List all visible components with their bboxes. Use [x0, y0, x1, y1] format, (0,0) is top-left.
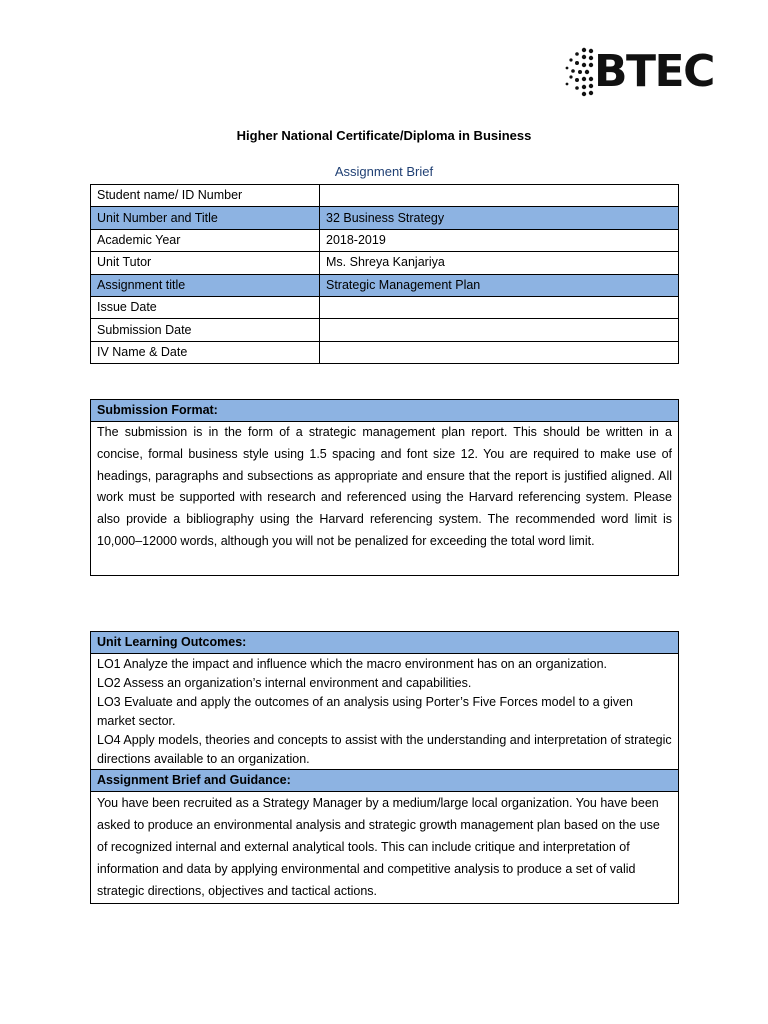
- learning-outcomes-heading: Unit Learning Outcomes:: [91, 632, 679, 654]
- row-value: [320, 296, 679, 318]
- btec-logo: [562, 44, 714, 100]
- learning-outcomes-table: [90, 631, 679, 904]
- submission-format-text: The submission is in the form of a strategic management plan report. This should be written in a concise, formal business style using 1.5 spacing and font size 12. You are required to make use of headings, paragraphs and subsections as appropriate and ensure that the report is justified aligned. All work must be supported with research and referenced using the Harvard referencing system. Please also provide a bibliography using the Harvard referencing system. The recommended word limit is 10,000–12000 words, although you will not be penalized for exceeding the total word limit.: [91, 422, 679, 576]
- section-header-row: [91, 400, 679, 422]
- learning-outcome-lo2: LO2 Assess an organization’s internal environment and capabilities.: [97, 676, 472, 690]
- submission-format-table: [90, 399, 679, 576]
- row-label: Academic Year: [91, 229, 320, 251]
- learning-outcomes-list: [91, 654, 679, 770]
- row-value: [320, 185, 679, 207]
- row-label: Unit Tutor: [91, 252, 320, 274]
- assignment-brief-title: Assignment Brief: [334, 164, 434, 179]
- row-value: [320, 341, 679, 363]
- section-header-row: [91, 632, 679, 654]
- row-value: Ms. Shreya Kanjariya: [320, 252, 679, 274]
- table-row: [91, 319, 679, 341]
- section-body-row: [91, 654, 679, 770]
- table-row: [91, 207, 679, 229]
- table-row: [91, 341, 679, 363]
- guidance-heading: Assignment Brief and Guidance:: [91, 770, 679, 792]
- row-value: Strategic Management Plan: [320, 274, 679, 296]
- row-label: Issue Date: [91, 296, 320, 318]
- row-label: Submission Date: [91, 319, 320, 341]
- submission-format-heading: Submission Format:: [91, 400, 679, 422]
- row-value: 2018-2019: [320, 229, 679, 251]
- table-row: [91, 296, 679, 318]
- guidance-text: You have been recruited as a Strategy Manager by a medium/large local organization. You have been asked to produce an environmental analysis and strategic growth management plan based on the use of recognized internal and external analytical tools. This can include critique and interpretation of information and data by applying environmental and competitive analysis to produce a set of valid strategic directions, objectives and tactical actions.: [91, 792, 679, 904]
- table-row: [91, 185, 679, 207]
- learning-outcome-lo3: LO3 Evaluate and apply the outcomes of an analysis using Porter’s Five Forces model to a given market sector.: [97, 695, 633, 728]
- section-header-row: [91, 770, 679, 792]
- row-value: [320, 319, 679, 341]
- document-title: Higher National Certificate/Diploma in Business: [236, 128, 532, 143]
- section-body-row: [91, 422, 679, 576]
- row-value: 32 Business Strategy: [320, 207, 679, 229]
- learning-outcome-lo1: LO1 Analyze the impact and influence which the macro environment has on an organization.: [97, 657, 608, 671]
- row-label: Assignment title: [91, 274, 320, 296]
- dotted-arc-logo-icon: [562, 46, 596, 98]
- row-label: Unit Number and Title: [91, 207, 320, 229]
- assignment-info-table: [90, 184, 679, 364]
- table-row: [91, 252, 679, 274]
- learning-outcome-lo4: LO4 Apply models, theories and concepts to assist with the understanding and interpretation of strategic directions available to an organization.: [97, 733, 672, 766]
- row-label: Student name/ ID Number: [91, 185, 320, 207]
- section-body-row: [91, 792, 679, 904]
- table-row: [91, 229, 679, 251]
- logo-text: BTEC: [594, 46, 714, 97]
- row-label: IV Name & Date: [91, 341, 320, 363]
- table-row: [91, 274, 679, 296]
